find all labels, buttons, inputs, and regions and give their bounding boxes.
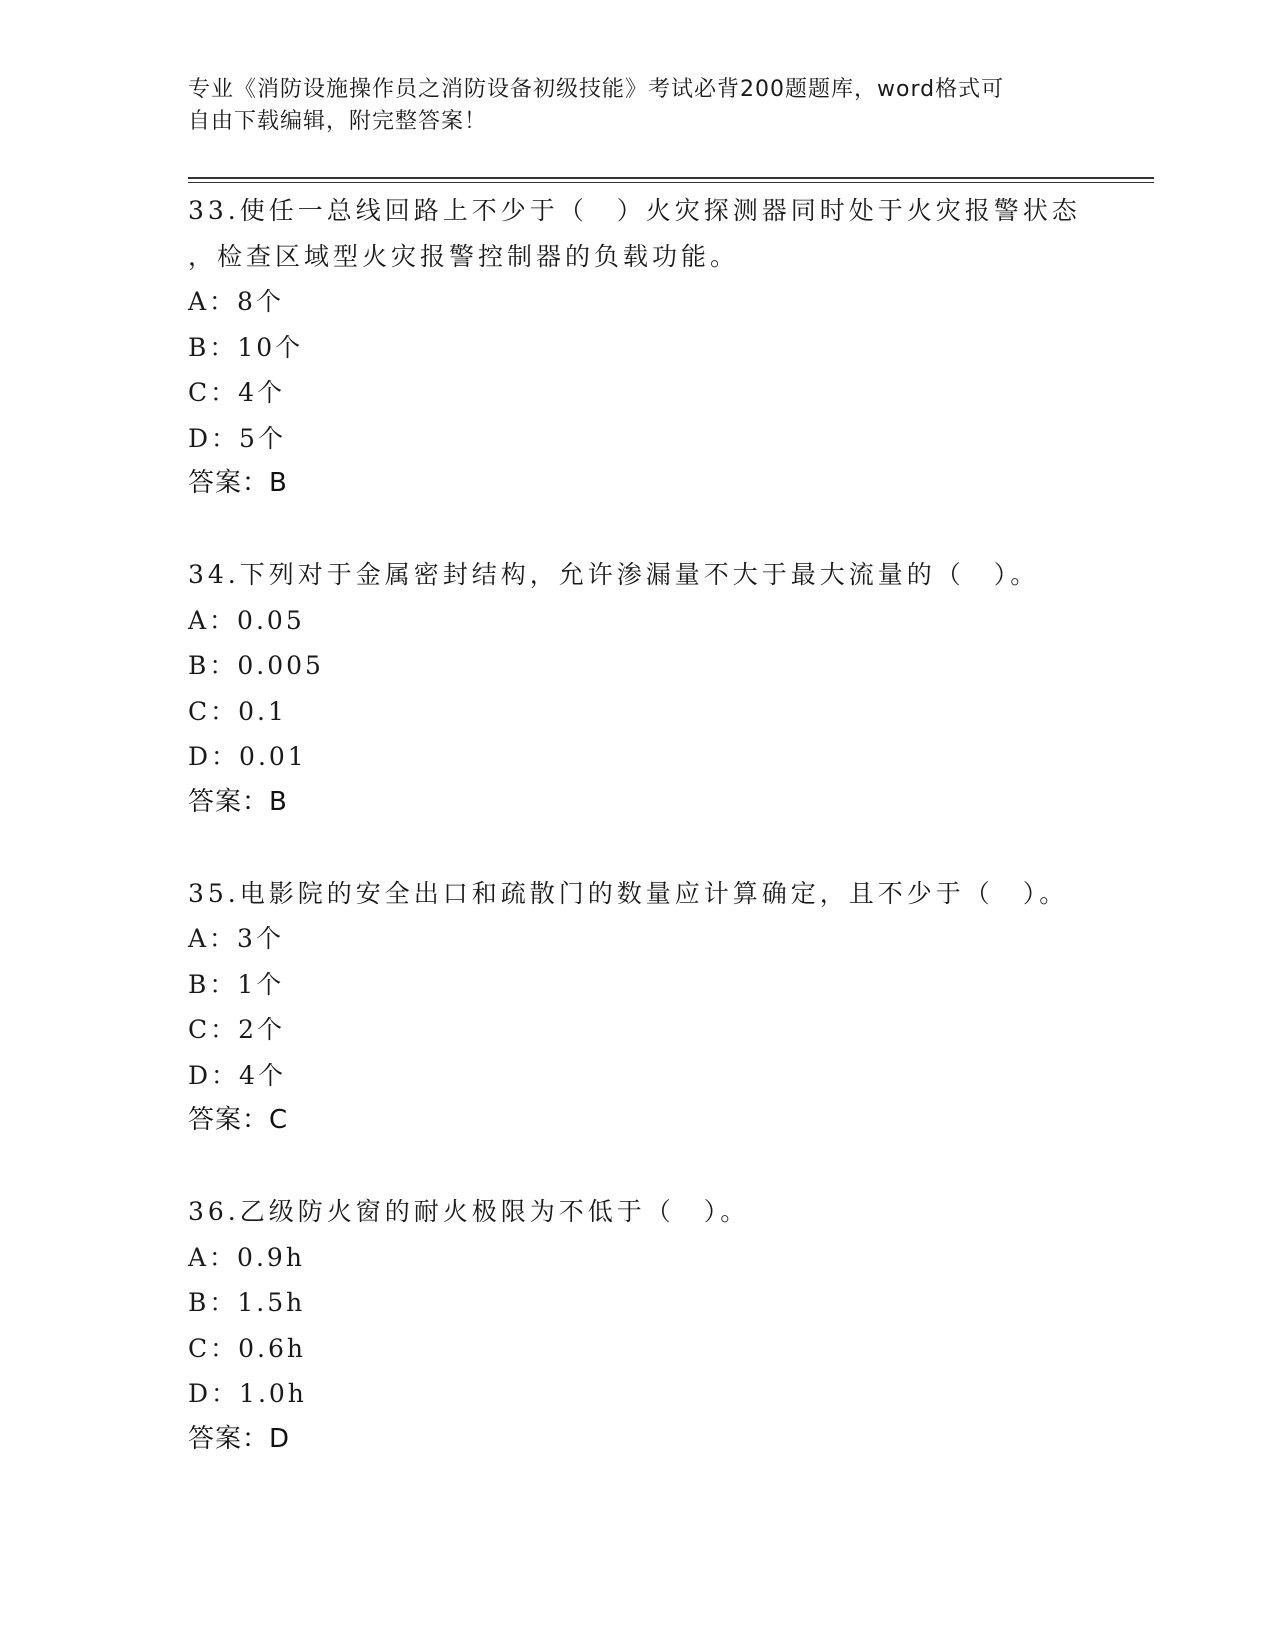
question-spacer xyxy=(188,825,1148,871)
question-stem xyxy=(188,188,1148,279)
question-list xyxy=(188,188,1148,1462)
question-stem-line-1: 34.下列对于金属密封结构，允许渗漏量不大于最大流量的（ ）。 xyxy=(188,560,1040,589)
question-34 xyxy=(188,552,1148,871)
question-33 xyxy=(188,188,1148,552)
question-stem-line-1: 33.使任一总线回路上不少于（ ）火灾探测器同时处于火灾报警状态 xyxy=(188,196,1081,225)
answer-line: 答案：B xyxy=(188,468,288,498)
answer-line: 答案：D xyxy=(188,1423,291,1454)
option-a: A：0.05 xyxy=(188,605,305,635)
option-c: C：0.1 xyxy=(188,696,287,726)
option-b: B：10个 xyxy=(188,332,304,362)
question-stem xyxy=(188,1189,1148,1235)
question-35 xyxy=(188,871,1148,1190)
option-d: D：0.01 xyxy=(188,742,307,771)
answer-line: 答案：B xyxy=(188,786,288,817)
option-b: B：1个 xyxy=(188,969,285,999)
question-stem xyxy=(188,871,1148,917)
question-spacer xyxy=(188,507,1148,553)
question-36 xyxy=(188,1189,1148,1462)
header-line-1: 专业《消防设施操作员之消防设备初级技能》考试必背200题题库，word格式可 xyxy=(188,77,1005,102)
question-stem-line-2: ，检查区域型火灾报警控制器的负载功能。 xyxy=(188,241,740,271)
option-c: C：0.6h xyxy=(188,1333,306,1363)
option-c: C：2个 xyxy=(188,1015,286,1044)
header-divider-thin xyxy=(188,182,1154,183)
option-b: B：1.5h xyxy=(188,1288,306,1317)
option-d: D：4个 xyxy=(188,1060,286,1090)
question-stem-line-1: 35.电影院的安全出口和疏散门的数量应计算确定，且不少于（ ）。 xyxy=(188,878,1069,908)
option-a: A：8个 xyxy=(188,287,284,316)
option-b: B：0.005 xyxy=(188,651,324,680)
option-d: D：5个 xyxy=(188,423,286,453)
header-line-2: 自由下载编辑，附完整答案！ xyxy=(188,109,488,134)
answer-line: 答案：C xyxy=(188,1105,289,1135)
option-d: D：1.0h xyxy=(188,1379,307,1408)
document-header xyxy=(188,74,1088,138)
question-stem-line-1: 36.乙级防火窗的耐火极限为不低于（ ）。 xyxy=(188,1197,750,1226)
question-stem xyxy=(188,552,1148,598)
header-divider-thick xyxy=(188,177,1154,179)
question-spacer xyxy=(188,1144,1148,1190)
option-a: A：0.9h xyxy=(188,1242,305,1272)
option-c: C：4个 xyxy=(188,378,286,407)
option-a: A：3个 xyxy=(188,924,284,953)
